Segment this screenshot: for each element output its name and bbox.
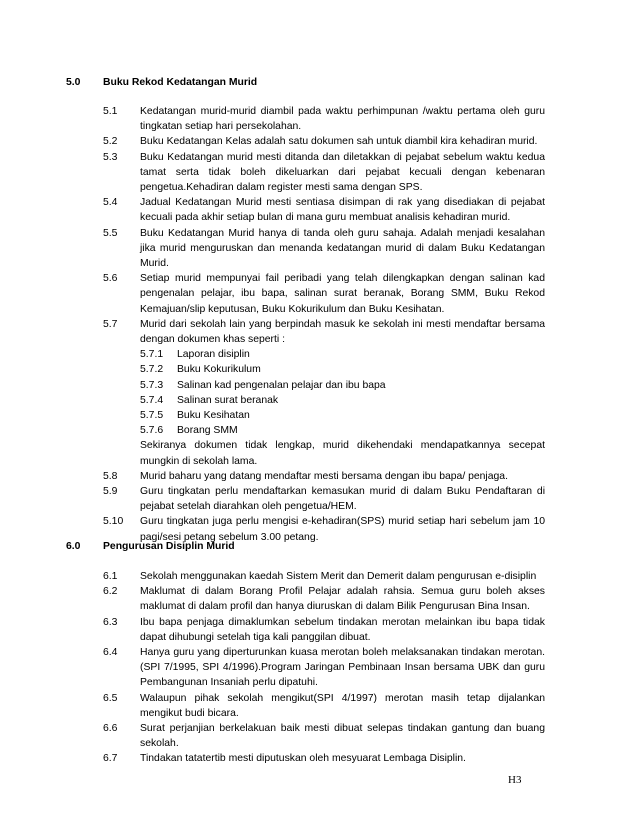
item-number: 5.2 <box>103 136 118 148</box>
item-number: 6.6 <box>103 723 118 735</box>
sub-item-text: Laporan disiplin <box>177 349 250 361</box>
list-item <box>0 615 638 645</box>
item-text: Setiap murid mempunyai fail peribadi yang telah dilengkapkan dengan salinan kad pengenalan pelajar, ibu bapa, salinan surat beranak, Borang SMM, Buku Rekod Kemajuan/slip keputusan, Buku Kokurikulum dan Buku Kesihatan. <box>140 273 545 315</box>
item-number: 6.1 <box>103 571 118 582</box>
item-text: Ibu bapa penjaga dimaklumkan sebelum tindakan merotan melainkan ibu bapa tidak dapat dihubungi setelah tiga kali panggilan dibuat. <box>140 616 545 643</box>
item-text: Walaupun pihak sekolah mengikut(SPI 4/1997) merotan masih tetap dijalankan mengikut budi bicara. <box>140 692 545 719</box>
list-item <box>0 195 638 225</box>
sub-item <box>0 408 638 423</box>
list-item <box>0 226 638 272</box>
sub-item-number: 5.7.4 <box>140 394 164 406</box>
sub-item-text: Borang SMM <box>177 425 238 437</box>
item-number: 6.5 <box>103 692 118 704</box>
sub-item-number: 5.7.1 <box>140 349 164 361</box>
item-text: Murid baharu yang datang mendaftar mesti bersama dengan ibu bapa/ penjaga. <box>140 470 508 482</box>
section-number: 6.0 <box>66 541 81 552</box>
item-text: Hanya guru yang diperturunkan kuasa merotan boleh melaksanakan tindakan merotan.(SPI 7/1995, SPI 4/1996).Program Jaringan Pembinaan Insan bersama UBK dan guru Pembangunan Insaniah perlu dipatuhi. <box>140 647 545 689</box>
list-item <box>0 514 638 544</box>
sub-item-number: 5.7.2 <box>140 364 164 376</box>
item-text: Kedatangan murid-murid diambil pada waktu perhimpunan /waktu pertama oleh guru tingkatan setiap hari persekolahan. <box>140 106 545 133</box>
sub-item-text: Salinan kad pengenalan pelajar dan ibu bapa <box>177 379 386 391</box>
item-text: Jadual Kedatangan Murid mesti sentiasa disimpan di rak yang disediakan di pejabat kecuali pada akhir setiap bulan di mana guru membuat analisis kehadiran murid. <box>140 197 545 224</box>
item-text: Murid dari sekolah lain yang berpindah masuk ke sekolah ini mesti mendaftar bersama dengan dokumen khas seperti : <box>140 318 545 346</box>
item-text: Guru tingkatan juga perlu mengisi e-kehadiran(SPS) murid setiap hari sebelum jam 10 pagi/sesi petang sebelum 3.00 petang. <box>140 516 545 543</box>
list-item <box>0 721 638 751</box>
list-item <box>0 645 638 691</box>
list-item <box>0 691 638 721</box>
item-text: Buku Kedatangan Kelas adalah satu dokumen sah untuk diambil kira kehadiran murid. <box>140 136 538 148</box>
section-items <box>0 104 638 545</box>
item-number: 6.7 <box>103 753 118 765</box>
item-number: 5.1 <box>103 106 118 117</box>
item-number: 5.7 <box>103 318 118 330</box>
item-text: Buku Kedatangan murid mesti ditanda dan diletakkan di pejabat sebelum waktu kedua tamat serta tidak boleh dikeluarkan dari pejabat kecuali dengan kebenaran pengetua.Kehadiran dalam register mesti sama dengan SPS. <box>140 151 545 194</box>
item-text: Sekolah menggunakan kaedah Sistem Merit dan Demerit dalam pengurusan e-disiplin <box>140 571 537 582</box>
item-text: Guru tingkatan perlu mendaftarkan kemasukan murid di dalam Buku Pendaftaran di pejabat setelah diarahkan oleh pengetua/HEM. <box>140 486 545 513</box>
sub-item-number: 5.7.5 <box>140 410 164 422</box>
item-text: Buku Kedatangan Murid hanya di tanda oleh guru sahaja. Adalah menjadi kesalahan jika murid menguruskan dan menanda kedatangan murid di dalam Buku Kedatangan Murid. <box>140 227 545 270</box>
list-item <box>0 150 638 196</box>
sub-item-number: 5.7.6 <box>140 425 164 437</box>
item-text: Surat perjanjian berkelakuan baik mesti dibuat selepas tindakan gantung dan buang sekolah. <box>140 723 545 750</box>
item-text: Tindakan tatatertib mesti diputuskan oleh mesyuarat Lembaga Disiplin. <box>140 753 466 765</box>
list-item <box>0 584 638 614</box>
item-note: Sekiranya dokumen tidak lengkap, murid dikehendaki mendapatkannya secepat mungkin di sekolah lama. <box>140 440 545 467</box>
section-title: Pengurusan Disiplin Murid <box>103 541 235 552</box>
item-number: 6.2 <box>103 586 118 598</box>
sub-item-text: Buku Kokurikulum <box>177 364 261 376</box>
page-number: H3 <box>508 774 522 786</box>
item-number: 5.10 <box>103 516 124 528</box>
list-item <box>0 484 638 514</box>
list-item <box>0 751 638 766</box>
section-items <box>0 569 638 767</box>
sub-item <box>0 378 638 393</box>
item-number: 5.3 <box>103 151 118 163</box>
sub-item <box>0 347 638 362</box>
list-item <box>0 104 638 134</box>
section-number: 5.0 <box>66 77 81 88</box>
item-number: 5.9 <box>103 486 118 498</box>
item-number: 6.4 <box>103 647 118 659</box>
item-number: 5.6 <box>103 273 118 285</box>
item-text: Maklumat di dalam Borang Profil Pelajar adalah rahsia. Semua guru boleh akses maklumat di dalam profil dan hanya diuruskan di dalam Bilik Pengurusan Bina Insan. <box>140 586 545 613</box>
sub-item <box>0 393 638 408</box>
list-item <box>0 134 638 149</box>
sub-item <box>0 362 638 377</box>
item-number: 6.3 <box>103 616 118 628</box>
item-number: 5.5 <box>103 227 118 239</box>
item-number: 5.4 <box>103 197 118 209</box>
item-number: 5.8 <box>103 470 118 482</box>
list-item <box>0 469 638 484</box>
sub-item-number: 5.7.3 <box>140 379 164 391</box>
list-item <box>0 569 638 584</box>
list-item <box>0 317 638 347</box>
sub-item-text: Buku Kesihatan <box>177 410 250 422</box>
sub-item-text: Salinan surat beranak <box>177 394 279 406</box>
list-item <box>0 271 638 317</box>
section-title: Buku Rekod Kedatangan Murid <box>103 77 258 88</box>
sub-item <box>0 423 638 438</box>
